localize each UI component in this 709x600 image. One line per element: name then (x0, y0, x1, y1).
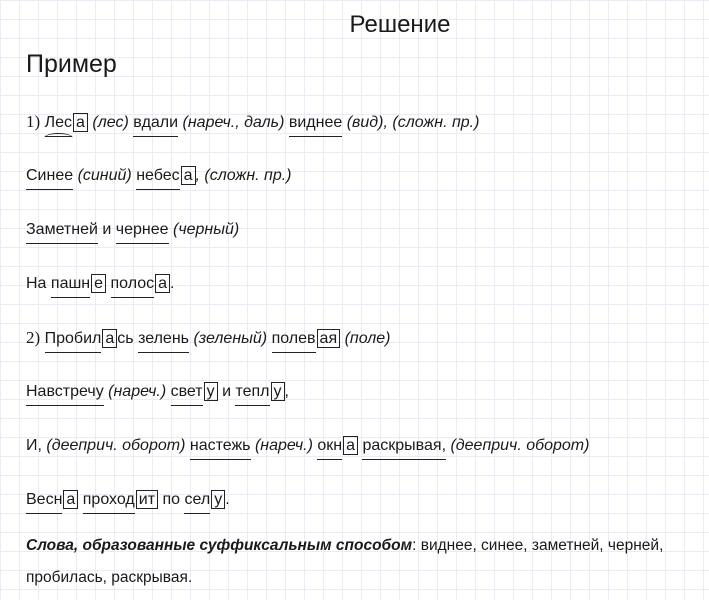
word-stem: полос (110, 275, 155, 292)
item-number: 2) (26, 328, 41, 347)
punctuation: . (170, 275, 175, 292)
section-title: Пример (26, 50, 117, 78)
word: вдали (133, 114, 179, 131)
word-ending: у (211, 490, 225, 509)
word-ending: а (343, 436, 358, 455)
word-stem: тепл (235, 383, 270, 400)
word: И, (26, 437, 42, 454)
word: Навстречу (26, 383, 104, 400)
word-stem: сел (184, 491, 211, 508)
word-stem: свет (170, 383, 203, 400)
word-stem: Весн (26, 491, 63, 508)
word-ending: а (102, 329, 117, 348)
word: настежь (189, 437, 251, 454)
note: (поле) (344, 330, 391, 347)
page-title: Решение (349, 11, 451, 38)
word-ending: е (91, 274, 106, 293)
item-number: 1) (26, 112, 41, 131)
sentence-line-6 (26, 382, 289, 402)
sentence-line-2 (26, 166, 292, 186)
conjunction: и (222, 383, 231, 400)
sentence-line-7 (26, 436, 589, 456)
preposition: по (162, 491, 181, 508)
word-stem: небес (136, 167, 180, 184)
word-ending: а (155, 274, 170, 293)
word-ending: а (63, 490, 78, 509)
summary-paragraph (26, 530, 691, 594)
word-stem: пашн (50, 275, 91, 292)
word-ending: а (73, 113, 88, 132)
postfix: сь (117, 330, 134, 347)
word: На (26, 275, 47, 292)
word-ending: у (204, 382, 218, 401)
sentence-line-4 (26, 274, 174, 294)
word-ending: а (181, 166, 196, 185)
word: чернее (115, 221, 169, 238)
note: (нареч.) (254, 437, 313, 454)
note: , (сложн. пр.) (195, 167, 292, 184)
word-stem: Лес (44, 114, 73, 131)
word-ending: ит (136, 490, 158, 509)
word-stem: полев (271, 330, 316, 347)
word-stem: проход (82, 491, 135, 508)
word: Синее (26, 167, 74, 184)
conjunction: и (102, 221, 112, 238)
note: (лес) (92, 114, 129, 131)
note: (дееприч. оборот) (46, 437, 186, 454)
word: зелень (138, 330, 189, 347)
punctuation: , (284, 383, 289, 400)
word-ending: у (271, 382, 285, 401)
word: виднее (288, 114, 343, 131)
word-ending: ая (317, 329, 341, 348)
note: (синий) (77, 167, 132, 184)
note: (зеленый) (193, 330, 268, 347)
sentence-line-3 (26, 220, 239, 240)
note: (черный) (173, 221, 240, 238)
sentence-line-1 (26, 112, 479, 133)
summary-text: : виднее, синее, заметней, черней, пробилась, раскрывая. (26, 537, 664, 586)
punctuation: . (225, 491, 230, 508)
word: раскрывая, (362, 437, 447, 454)
summary-label: Слова, образованные суффиксальным способом (26, 537, 413, 554)
note: (вид), (сложн. пр.) (346, 114, 480, 131)
word-stem: окн (317, 437, 343, 454)
sentence-line-5 (26, 328, 391, 349)
word-stem: Пробил (44, 330, 102, 347)
note: (нареч.) (108, 383, 167, 400)
note: (нареч., даль) (182, 114, 285, 131)
note: (дееприч. оборот) (450, 437, 590, 454)
word: Заметней (26, 221, 98, 238)
sentence-line-8 (26, 490, 230, 510)
